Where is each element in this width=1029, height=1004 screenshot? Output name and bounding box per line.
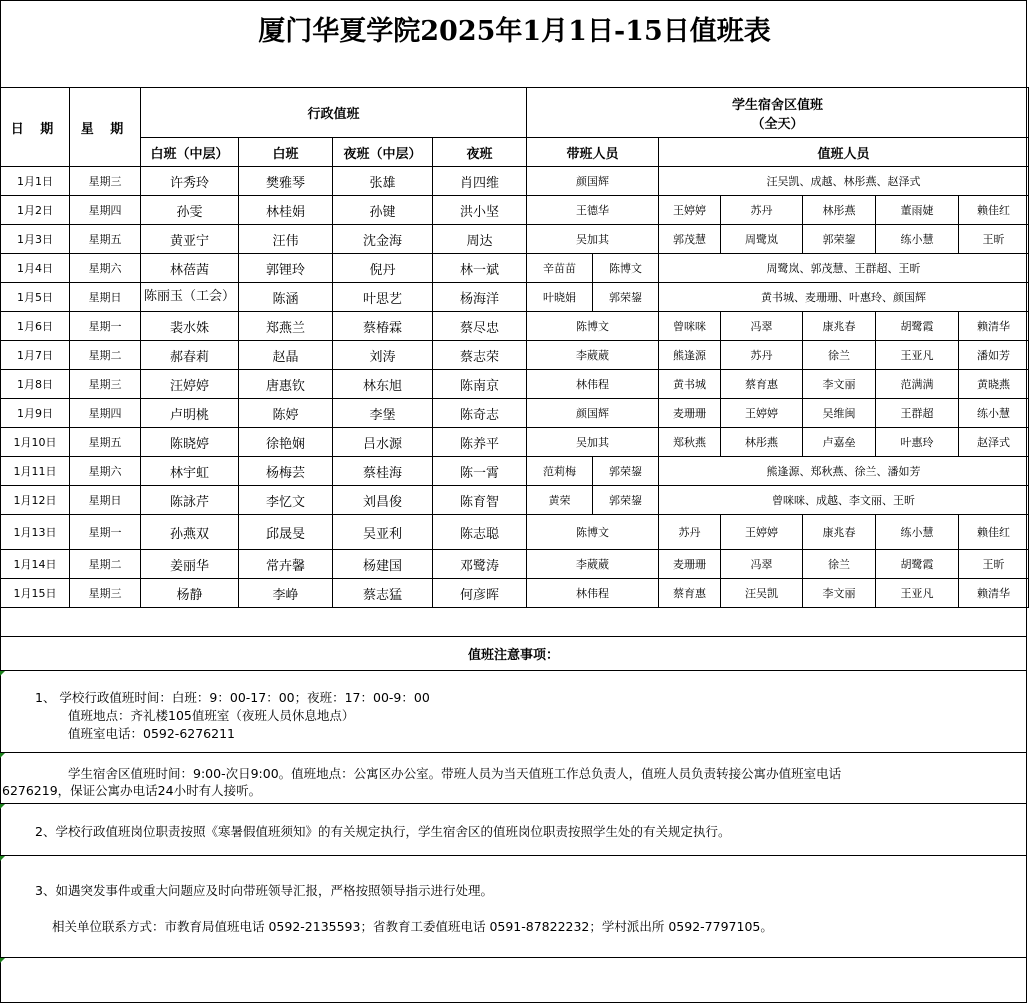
day-cell: 杨梅芸 xyxy=(239,457,333,486)
night-mid-cell: 吕水源 xyxy=(333,428,433,457)
day-mid-cell: 陈詠芹 xyxy=(141,486,239,515)
staff-cell: 练小慧 xyxy=(876,515,959,550)
staff-cell: 王亚凡 xyxy=(876,341,959,370)
page-title: 厦门华夏学院2025年1月1日-15日值班表 xyxy=(258,16,771,47)
day-mid-cell: 卢明桃 xyxy=(141,399,239,428)
leader-cell: 郭荣鋆 xyxy=(593,283,659,312)
header-day: 白班 xyxy=(239,138,333,167)
staff-cell: 徐兰 xyxy=(803,550,876,579)
leader-cell: 吴加其 xyxy=(527,225,659,254)
night-mid-cell: 蔡椿霖 xyxy=(333,312,433,341)
cell-comment-marker xyxy=(0,958,5,963)
staff-cell: 胡鹭霞 xyxy=(876,312,959,341)
staff-cell: 林彤燕 xyxy=(721,428,803,457)
leader-cell: 郭荣鋆 xyxy=(593,486,659,515)
duty-table-body xyxy=(1,167,1029,608)
staff-cell: 麦珊珊 xyxy=(659,399,721,428)
table-row xyxy=(1,550,1029,579)
night-mid-cell: 蔡志猛 xyxy=(333,579,433,608)
date-cell: 1月7日 xyxy=(1,341,70,370)
staff-cell: 潘如芳 xyxy=(959,341,1029,370)
table-row xyxy=(1,486,1029,515)
leader-cell: 颜国辉 xyxy=(527,399,659,428)
staff-cell: 李文丽 xyxy=(803,370,876,399)
date-cell: 1月5日 xyxy=(1,283,70,312)
staff-cell: 李文丽 xyxy=(803,579,876,608)
staff-cell: 汪吴凯 xyxy=(721,579,803,608)
note-2-text: 2、学校行政值班岗位职责按照《寒暑假值班须知》的有关规定执行，学生宿舍区的值班岗位职责按照学生处的有关规定执行。 xyxy=(35,824,731,839)
note-dorm xyxy=(0,752,1027,803)
cell-comment-marker xyxy=(0,804,5,809)
night-cell: 陈育智 xyxy=(433,486,527,515)
notice-title: 值班注意事项： xyxy=(0,636,1027,670)
date-cell: 1月3日 xyxy=(1,225,70,254)
blank-footer-row xyxy=(0,957,1027,1003)
day-mid-cell: 汪婷婷 xyxy=(141,370,239,399)
weekday-cell: 星期一 xyxy=(70,312,141,341)
staff-cell: 麦珊珊 xyxy=(659,550,721,579)
night-mid-cell: 吴亚利 xyxy=(333,515,433,550)
header-leader: 带班人员 xyxy=(527,138,659,167)
day-mid-cell: 裴水姝 xyxy=(141,312,239,341)
leader-cell: 陈博文 xyxy=(527,515,659,550)
leader-cell: 陈博文 xyxy=(593,254,659,283)
night-mid-cell: 林东旭 xyxy=(333,370,433,399)
staff-cell: 苏丹 xyxy=(721,196,803,225)
table-row xyxy=(1,428,1029,457)
date-cell: 1月9日 xyxy=(1,399,70,428)
staff-cell-merged: 周鹭岚、郭茂慧、王群超、王昕 xyxy=(659,254,1029,283)
staff-cell: 苏丹 xyxy=(721,341,803,370)
note-1-line-1: 1、 学校行政值班时间：白班：9：00-17：00；夜班：17：00-9：00 xyxy=(35,690,430,705)
contacts-text: 相关单位联系方式：市教育局值班电话 0592-2135593；省教育工委值班电话 0591-87822232；学村派出所 0592-7797105。 xyxy=(52,919,773,934)
table-row xyxy=(1,370,1029,399)
staff-cell: 郭荣鋆 xyxy=(803,225,876,254)
staff-cell: 蔡育惠 xyxy=(659,579,721,608)
staff-cell: 叶惠玲 xyxy=(876,428,959,457)
night-mid-cell: 蔡桂海 xyxy=(333,457,433,486)
night-mid-cell: 倪丹 xyxy=(333,254,433,283)
staff-cell: 冯翠 xyxy=(721,312,803,341)
staff-cell: 董雨婕 xyxy=(876,196,959,225)
leader-cell: 黄荣 xyxy=(527,486,593,515)
staff-cell: 赵泽式 xyxy=(959,428,1029,457)
day-cell: 陈婷 xyxy=(239,399,333,428)
staff-cell: 郭茂慧 xyxy=(659,225,721,254)
staff-cell: 赖清华 xyxy=(959,312,1029,341)
weekday-cell: 星期三 xyxy=(70,370,141,399)
header-dorm-duty-line2: （全天） xyxy=(751,116,804,132)
day-mid-cell: 陈晓婷 xyxy=(141,428,239,457)
staff-cell: 冯翠 xyxy=(721,550,803,579)
night-cell: 陈养平 xyxy=(433,428,527,457)
table-row xyxy=(1,515,1029,550)
staff-cell: 林彤燕 xyxy=(803,196,876,225)
night-cell: 蔡志荣 xyxy=(433,341,527,370)
table-row xyxy=(1,196,1029,225)
staff-cell: 周鹭岚 xyxy=(721,225,803,254)
day-mid-cell: 林蓓茜 xyxy=(141,254,239,283)
staff-cell: 练小慧 xyxy=(876,225,959,254)
header-day-mid: 白班（中层） xyxy=(141,138,239,167)
night-cell: 肖四维 xyxy=(433,167,527,196)
staff-cell: 赖佳红 xyxy=(959,515,1029,550)
note-dorm-line-1: 学生宿舍区值班时间：9:00-次日9:00。值班地点：公寓区办公室。带班人员为当天值班工作总负责人，值班人员负责转接公寓办值班室电话 xyxy=(68,766,842,781)
note-item-2 xyxy=(0,803,1027,855)
staff-cell: 熊逢源 xyxy=(659,341,721,370)
day-mid-cell: 杨静 xyxy=(141,579,239,608)
table-row xyxy=(1,254,1029,283)
night-mid-cell: 刘涛 xyxy=(333,341,433,370)
weekday-cell: 星期一 xyxy=(70,515,141,550)
header-night: 夜班 xyxy=(433,138,527,167)
leader-cell: 叶晓娟 xyxy=(527,283,593,312)
night-cell: 何彦晖 xyxy=(433,579,527,608)
staff-cell: 郑秋燕 xyxy=(659,428,721,457)
leader-cell: 王德华 xyxy=(527,196,659,225)
day-cell: 李忆文 xyxy=(239,486,333,515)
day-cell: 郭锂玲 xyxy=(239,254,333,283)
day-cell: 樊雅琴 xyxy=(239,167,333,196)
note-1-line-3: 值班室电话：0592-6276211 xyxy=(68,726,235,741)
table-row xyxy=(1,225,1029,254)
staff-cell: 吴维闽 xyxy=(803,399,876,428)
leader-cell: 林伟程 xyxy=(527,579,659,608)
staff-cell: 王婷婷 xyxy=(659,196,721,225)
staff-cell-merged: 曾咪咪、成越、李文丽、王昕 xyxy=(659,486,1029,515)
day-cell: 郑燕兰 xyxy=(239,312,333,341)
date-cell: 1月12日 xyxy=(1,486,70,515)
staff-cell: 卢嘉垒 xyxy=(803,428,876,457)
night-cell: 邓鹭涛 xyxy=(433,550,527,579)
night-cell: 林一斌 xyxy=(433,254,527,283)
day-mid-cell: 郝春莉 xyxy=(141,341,239,370)
staff-cell: 康兆春 xyxy=(803,515,876,550)
header-night-mid: 夜班（中层） xyxy=(333,138,433,167)
staff-cell: 苏丹 xyxy=(659,515,721,550)
header-dorm-duty xyxy=(527,88,1029,138)
table-row xyxy=(1,341,1029,370)
date-cell: 1月13日 xyxy=(1,515,70,550)
note-dorm-line-2: 6276219，保证公寓办电话24小时有人接听。 xyxy=(2,783,262,798)
staff-cell: 王昕 xyxy=(959,225,1029,254)
cell-comment-marker xyxy=(0,671,5,676)
header-admin-duty: 行政值班 xyxy=(141,88,527,138)
table-row xyxy=(1,167,1029,196)
staff-cell: 徐兰 xyxy=(803,341,876,370)
duty-table xyxy=(0,87,1029,608)
staff-cell: 蔡育惠 xyxy=(721,370,803,399)
weekday-cell: 星期五 xyxy=(70,428,141,457)
day-cell: 徐艳娴 xyxy=(239,428,333,457)
staff-cell: 赖佳红 xyxy=(959,196,1029,225)
staff-cell: 王婷婷 xyxy=(721,515,803,550)
date-cell: 1月15日 xyxy=(1,579,70,608)
leader-cell: 辛苗苗 xyxy=(527,254,593,283)
staff-cell: 康兆春 xyxy=(803,312,876,341)
day-cell: 唐惠钦 xyxy=(239,370,333,399)
note-item-3 xyxy=(0,855,1027,957)
note-item-1 xyxy=(0,670,1027,752)
staff-cell: 王亚凡 xyxy=(876,579,959,608)
day-mid-cell: 孙燕双 xyxy=(141,515,239,550)
night-mid-cell: 沈金海 xyxy=(333,225,433,254)
leader-cell: 李葳葳 xyxy=(527,341,659,370)
leader-cell: 吴加其 xyxy=(527,428,659,457)
date-cell: 1月4日 xyxy=(1,254,70,283)
weekday-cell: 星期五 xyxy=(70,225,141,254)
leader-cell: 李葳葳 xyxy=(527,550,659,579)
weekday-cell: 星期四 xyxy=(70,196,141,225)
staff-cell: 黄书城 xyxy=(659,370,721,399)
day-mid-cell: 陈丽玉（工会） xyxy=(141,283,239,312)
date-cell: 1月1日 xyxy=(1,167,70,196)
weekday-cell: 星期二 xyxy=(70,341,141,370)
table-row xyxy=(1,457,1029,486)
weekday-cell: 星期六 xyxy=(70,254,141,283)
staff-cell: 练小慧 xyxy=(959,399,1029,428)
day-cell: 李峥 xyxy=(239,579,333,608)
weekday-cell: 星期六 xyxy=(70,457,141,486)
date-cell: 1月8日 xyxy=(1,370,70,399)
night-mid-cell: 李堡 xyxy=(333,399,433,428)
night-cell: 陈南京 xyxy=(433,370,527,399)
weekday-cell: 星期日 xyxy=(70,283,141,312)
day-mid-cell: 黄亚宁 xyxy=(141,225,239,254)
night-mid-cell: 叶思艺 xyxy=(333,283,433,312)
staff-cell: 黄晓燕 xyxy=(959,370,1029,399)
staff-cell-merged: 熊逢源、郑秋燕、徐兰、潘如芳 xyxy=(659,457,1029,486)
date-cell: 1月6日 xyxy=(1,312,70,341)
weekday-cell: 星期四 xyxy=(70,399,141,428)
weekday-cell: 星期三 xyxy=(70,167,141,196)
date-cell: 1月10日 xyxy=(1,428,70,457)
weekday-cell: 星期三 xyxy=(70,579,141,608)
day-cell: 陈涵 xyxy=(239,283,333,312)
table-row xyxy=(1,579,1029,608)
night-cell: 陈一霄 xyxy=(433,457,527,486)
staff-cell: 王群超 xyxy=(876,399,959,428)
header-dorm-duty-line1: 学生宿舍区值班 xyxy=(732,97,824,113)
night-mid-cell: 孙键 xyxy=(333,196,433,225)
weekday-cell: 星期日 xyxy=(70,486,141,515)
day-mid-cell: 林宇虹 xyxy=(141,457,239,486)
cell-comment-marker xyxy=(0,856,5,861)
night-mid-cell: 刘昌俊 xyxy=(333,486,433,515)
staff-cell: 曾咪咪 xyxy=(659,312,721,341)
day-cell: 汪伟 xyxy=(239,225,333,254)
header-date: 日 期 xyxy=(1,88,70,167)
day-mid-cell: 许秀玲 xyxy=(141,167,239,196)
staff-cell-merged: 黄书城、麦珊珊、叶惠玲、颜国辉 xyxy=(659,283,1029,312)
cell-comment-marker xyxy=(0,753,5,758)
staff-cell: 王婷婷 xyxy=(721,399,803,428)
night-cell: 洪小坚 xyxy=(433,196,527,225)
leader-cell: 颜国辉 xyxy=(527,167,659,196)
day-cell: 赵晶 xyxy=(239,341,333,370)
table-row xyxy=(1,399,1029,428)
table-row xyxy=(1,312,1029,341)
night-cell: 周达 xyxy=(433,225,527,254)
day-mid-cell: 孙雯 xyxy=(141,196,239,225)
header-weekday: 星 期 xyxy=(70,88,141,167)
date-cell: 1月14日 xyxy=(1,550,70,579)
night-mid-cell: 杨建国 xyxy=(333,550,433,579)
night-mid-cell: 张雄 xyxy=(333,167,433,196)
staff-cell-merged: 汪吴凯、成越、林彤燕、赵泽式 xyxy=(659,167,1029,196)
note-3-text: 3、如遇突发事件或重大问题应及时向带班领导汇报，严格按照领导指示进行处理。 xyxy=(35,883,493,898)
day-mid-cell: 姜丽华 xyxy=(141,550,239,579)
date-cell: 1月2日 xyxy=(1,196,70,225)
day-cell: 林桂娟 xyxy=(239,196,333,225)
leader-cell: 陈博文 xyxy=(527,312,659,341)
blank-row xyxy=(0,607,1027,636)
night-cell: 陈志聪 xyxy=(433,515,527,550)
staff-cell: 赖清华 xyxy=(959,579,1029,608)
night-cell: 陈奇志 xyxy=(433,399,527,428)
day-cell: 常卉馨 xyxy=(239,550,333,579)
leader-cell: 郭荣鋆 xyxy=(593,457,659,486)
leader-cell: 范莉梅 xyxy=(527,457,593,486)
staff-cell: 范满满 xyxy=(876,370,959,399)
note-1-line-2: 值班地点：齐礼楼105值班室（夜班人员休息地点） xyxy=(68,708,355,723)
weekday-cell: 星期二 xyxy=(70,550,141,579)
night-cell: 杨海洋 xyxy=(433,283,527,312)
table-row xyxy=(1,283,1029,312)
night-cell: 蔡尽忠 xyxy=(433,312,527,341)
header-staff: 值班人员 xyxy=(659,138,1029,167)
staff-cell: 胡鹭霞 xyxy=(876,550,959,579)
leader-cell: 林伟程 xyxy=(527,370,659,399)
staff-cell: 王昕 xyxy=(959,550,1029,579)
day-cell: 邱晟旻 xyxy=(239,515,333,550)
date-cell: 1月11日 xyxy=(1,457,70,486)
